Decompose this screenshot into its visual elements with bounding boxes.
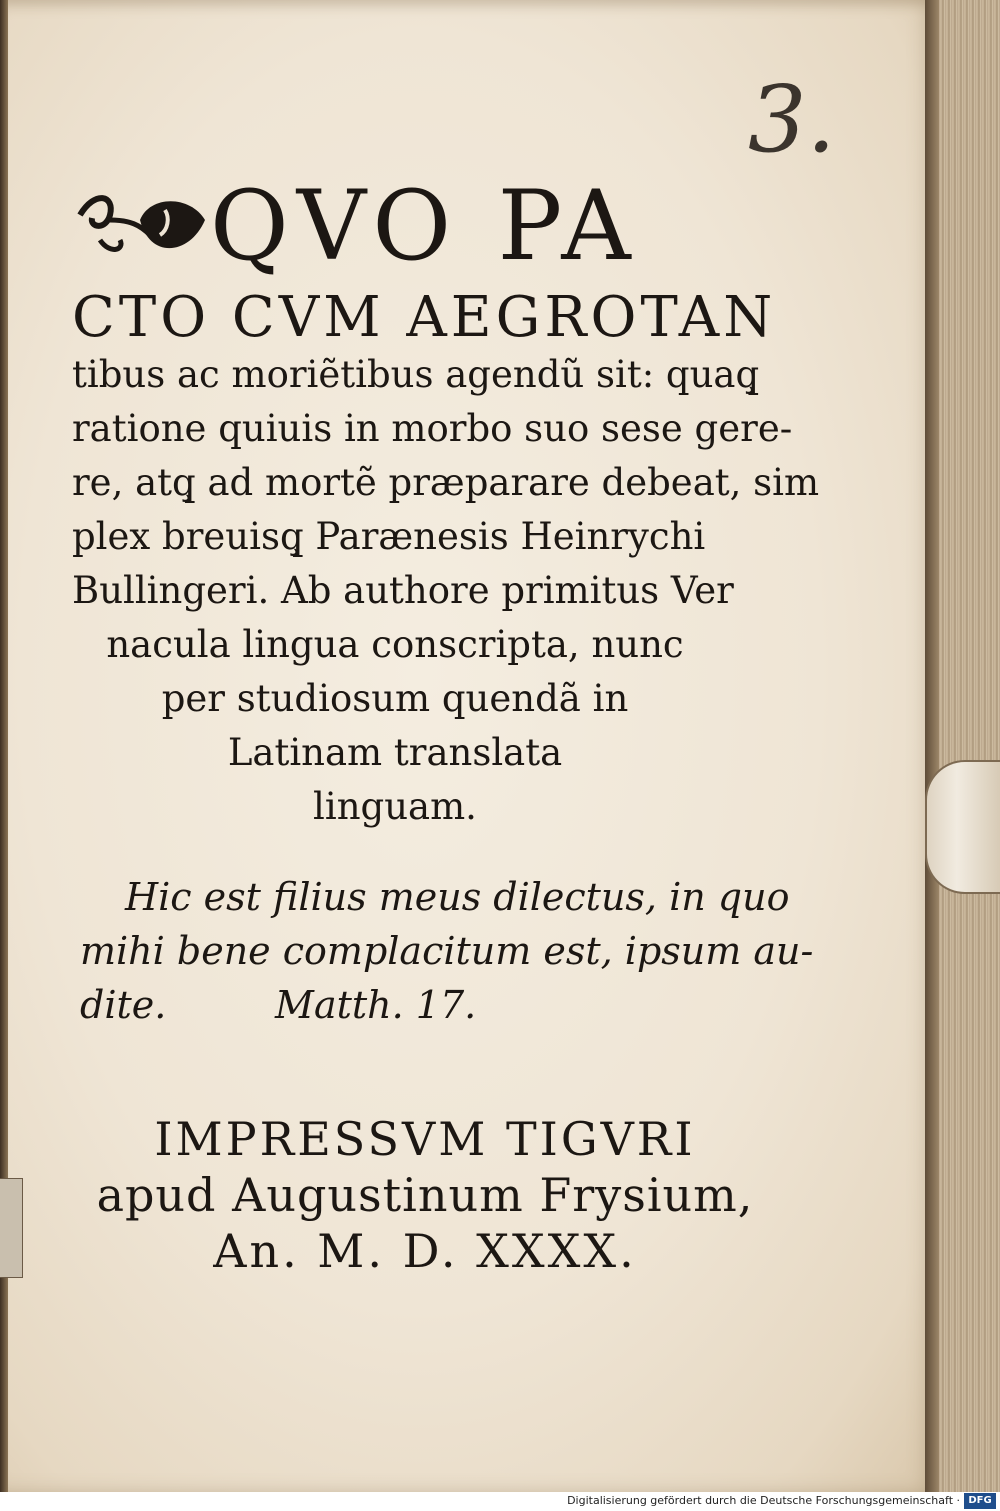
title-line-1: QVO PA [210, 170, 639, 282]
body-line-8: Latinam translata [227, 731, 563, 774]
body-line-7: per studiosum quendã in [161, 677, 629, 720]
footer-credit: Digitalisierung gefördert durch die Deutsche Forschungsgemeinschaft · [567, 1494, 960, 1507]
page-block-shadow [925, 0, 939, 1492]
dfg-logo-icon: DFG [964, 1493, 996, 1509]
body-line-6: nacula lingua conscripta, nunc [106, 623, 684, 666]
quote-line-3: dite. Matth. 17. [80, 983, 477, 1027]
body-line-2: ratione quiuis in morbo suo sese gere- [72, 407, 793, 450]
imprint-line-3: An. M. D. XXXX. [213, 1224, 637, 1278]
body-line-1: tibus ac moriẽtibus agendũ sit: quaq̧ [72, 353, 760, 396]
title-line-2: CTO CVM AEGROTAN [72, 285, 777, 350]
clasp-tab [925, 760, 1000, 894]
body-line-3: re, atq̧ ad mortẽ præparare debeat, sim [72, 461, 820, 504]
handwritten-shelfmark: 3. [748, 66, 836, 173]
quote-line-2: mihi bene complacitum est, ipsum au- [80, 929, 814, 973]
quote-line-1: Hic est filius meus dilectus, in quo [125, 875, 790, 919]
body-line-9: linguam. [313, 785, 477, 828]
body-line-4: plex breuisq̧ Parænesis Heinrychi [72, 515, 706, 558]
body-line-5: Bullingeri. Ab authore primitus Ver [72, 569, 734, 612]
digitization-footer [0, 1492, 1000, 1511]
imprint-line-2: apud Augustinum Frysium, [96, 1168, 754, 1222]
fleuron-ornament-icon [70, 180, 210, 270]
imprint-line-1: IMPRESSVM TIGVRI [154, 1112, 696, 1166]
